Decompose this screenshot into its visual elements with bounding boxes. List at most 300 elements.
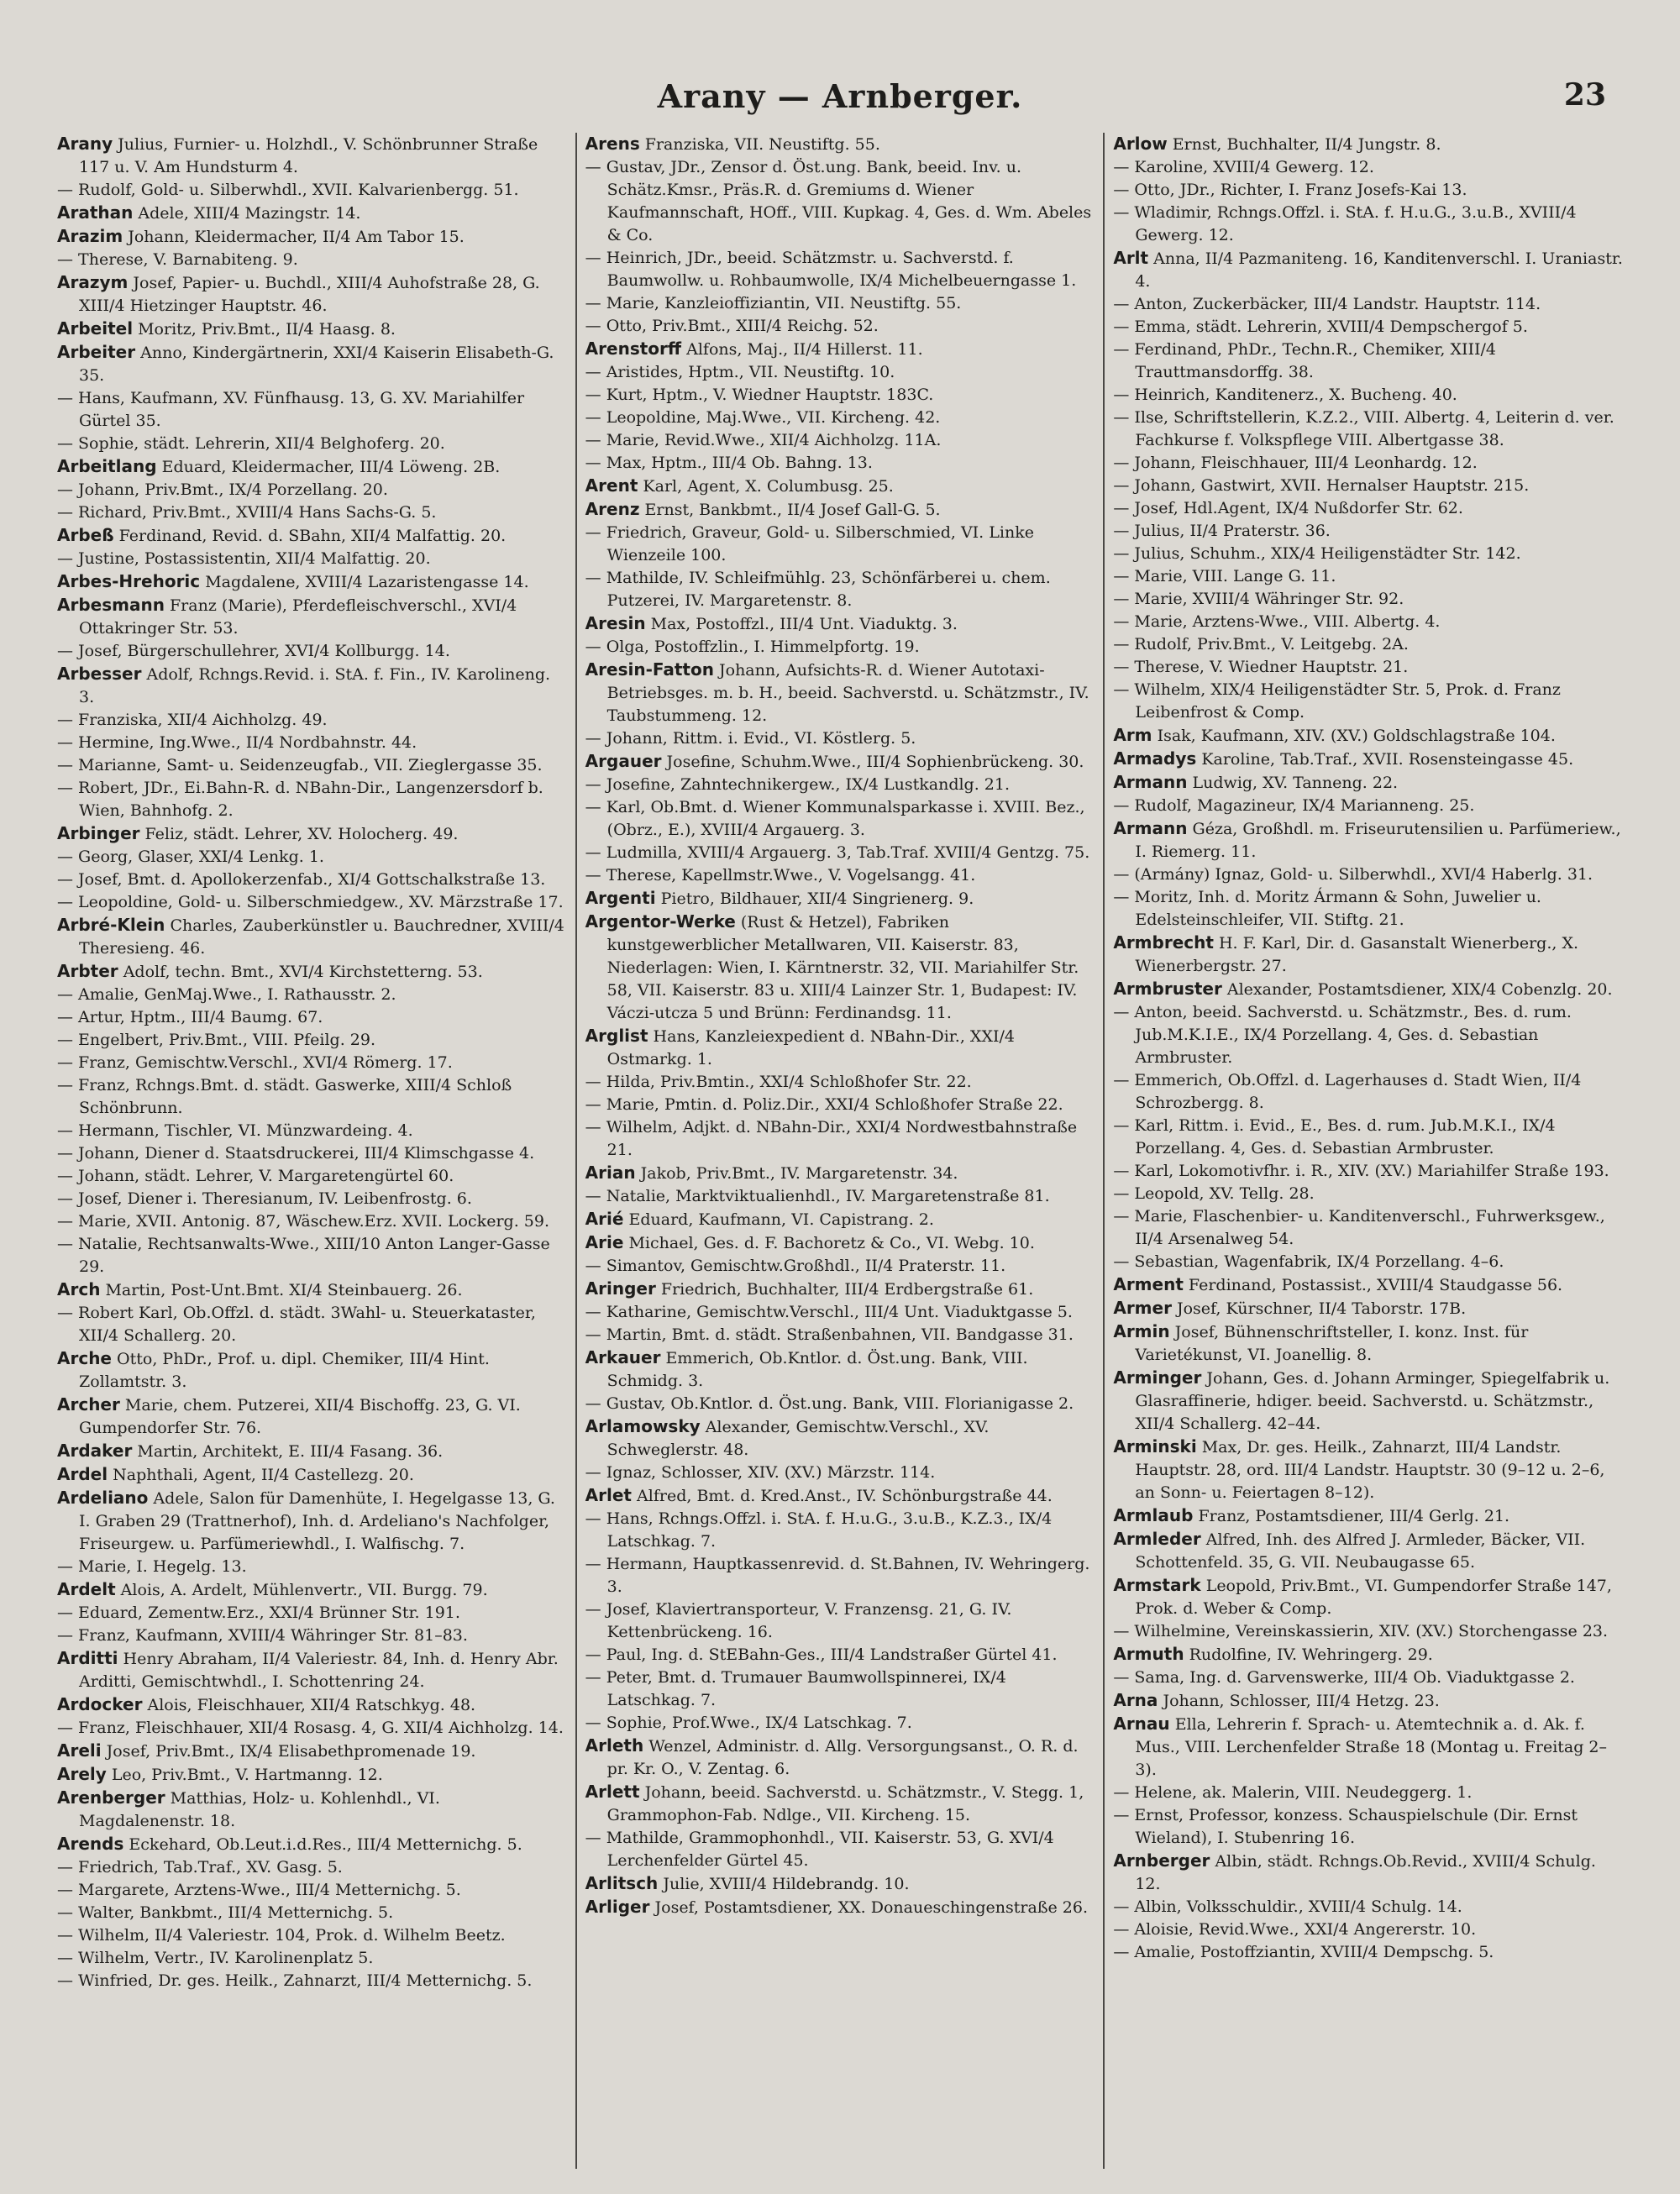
- entry-surname: Arditti: [57, 1648, 118, 1668]
- entry-surname: Armann: [1113, 818, 1188, 838]
- directory-entry: [1113, 316, 1623, 339]
- entry-details: Adele, XIII/4 Mazingstr. 14.: [133, 204, 361, 223]
- entry-details: Anno, Kindergärtnerin, XXI/4 Kaiserin Elisabeth-G. 35.: [79, 344, 554, 385]
- directory-entry: [585, 247, 1095, 292]
- directory-entry: [57, 777, 567, 822]
- entry-details: Alois, A. Ardelt, Mühlenvertr., VII. Burgg. 79.: [115, 1581, 488, 1599]
- entry-surname: Arazim: [57, 226, 123, 246]
- entry-details: — Marie, Revid.Wwe., XII/4 Aichholzg. 11A.: [585, 431, 942, 449]
- directory-entry: [1113, 179, 1623, 202]
- directory-entry: [1113, 679, 1623, 724]
- directory-entry: [585, 1231, 1095, 1255]
- directory-entry: [57, 822, 567, 846]
- entry-surname: Arely: [57, 1764, 107, 1784]
- entry-details: — Franz, Fleischhauer, XII/4 Rosasg. 4, G. XII/4 Aichholzg. 14.: [57, 1719, 564, 1737]
- entry-details: Wenzel, Administr. d. Allg. Versorgungsanst., O. R. d. pr. Kr. O., V. Zentag. 6.: [606, 1737, 1079, 1778]
- directory-entry: [1113, 452, 1623, 475]
- entry-surname: Arglist: [585, 1026, 648, 1046]
- entry-surname: Aresin: [585, 613, 646, 633]
- entry-details: Alfred, Bmt. d. Kred.Anst., IV. Schönburgstraße 44.: [632, 1487, 1053, 1505]
- directory-entry: [57, 960, 567, 984]
- entry-surname: Arenberger: [57, 1787, 165, 1808]
- directory-entry: [585, 338, 1095, 361]
- directory-entry: [57, 1787, 567, 1833]
- entry-details: Alfred, Inh. des Alfred J. Armleder, Bäcker, VII. Schottenfeld. 35, G. VII. Neubaugasse 65.: [1135, 1530, 1586, 1572]
- directory-entry: [585, 133, 1095, 156]
- entry-details: — Marie, Kanzleioffiziantin, VII. Neustiftg. 55.: [585, 294, 962, 312]
- entry-surname: Arbesmann: [57, 595, 165, 615]
- entry-details: Karl, Agent, X. Columbusg. 25.: [638, 477, 894, 496]
- directory-entry: [57, 1487, 567, 1556]
- entry-details: — Rudolf, Priv.Bmt., V. Leitgebg. 2A.: [1113, 635, 1409, 653]
- directory-entry: [57, 1902, 567, 1924]
- directory-entry: [57, 1556, 567, 1578]
- entry-surname: Arliger: [585, 1897, 650, 1917]
- entry-details: — Emmerich, Ob.Offzl. d. Lagerhauses d. Stadt Wien, II/4 Schrozbergg. 8.: [1113, 1071, 1582, 1112]
- entry-details: — Winfried, Dr. ges. Heilk., Zahnarzt, III/4 Metternichg. 5.: [57, 1971, 533, 1990]
- directory-entry: [57, 570, 567, 594]
- entry-details: — Aristides, Hptm., VII. Neustiftg. 10.: [585, 363, 895, 381]
- entry-surname: Armbrecht: [1113, 932, 1214, 953]
- directory-entry: [585, 1735, 1095, 1781]
- directory-entry: [1113, 1115, 1623, 1160]
- entry-details: H. F. Karl, Dir. d. Gasanstalt Wienerberg., X. Wienerbergstr. 27.: [1135, 934, 1579, 975]
- entry-details: — Wilhelm, II/4 Valeriestr. 104, Prok. d. Wilhelm Beetz.: [57, 1926, 506, 1945]
- directory-entry: [1113, 407, 1623, 452]
- entry-details: — (Armány) Ignaz, Gold- u. Silberwhdl., XVI/4 Haberlg. 31.: [1113, 865, 1593, 884]
- entry-details: — Margarete, Arztens-Wwe., III/4 Metternichg. 5.: [57, 1881, 461, 1899]
- entry-details: Magdalene, XVIII/4 Lazaristengasse 14.: [200, 573, 529, 591]
- directory-entry: [57, 1578, 567, 1602]
- entry-surname: Argauer: [585, 751, 662, 771]
- entry-details: — Johann, Gastwirt, XVII. Hernalser Hauptstr. 215.: [1113, 476, 1530, 495]
- entry-surname: Arian: [585, 1163, 636, 1183]
- entry-details: Friedrich, Buchhalter, III/4 Erdbergstraße 61.: [655, 1280, 1034, 1299]
- directory-entry: [585, 407, 1095, 429]
- entry-surname: Arbré-Klein: [57, 915, 165, 935]
- entry-surname: Arlitsch: [585, 1873, 659, 1893]
- directory-entry: [1113, 1666, 1623, 1689]
- entry-surname: Arie: [585, 1232, 624, 1252]
- directory-entry: [57, 318, 567, 341]
- directory-entry: [585, 1071, 1095, 1094]
- entry-details: — Natalie, Rechtsanwalts-Wwe., XIII/10 Anton Langer-Gasse 29.: [57, 1235, 550, 1276]
- entry-surname: Arlet: [585, 1485, 632, 1505]
- directory-entry: [585, 1025, 1095, 1071]
- entry-details: — Josef, Diener i. Theresianum, IV. Leibenfrostg. 6.: [57, 1189, 472, 1208]
- entry-details: — Marie, XVII. Antonig. 87, Wäschew.Erz. XVII. Lockerg. 59.: [57, 1212, 549, 1231]
- directory-entry: [57, 709, 567, 732]
- entry-details: — Wilhelm, Adjkt. d. NBahn-Dir., XXI/4 Nordwestbahnstraße 21.: [585, 1118, 1078, 1159]
- entry-details: Naphthali, Agent, II/4 Castellezg. 20.: [108, 1466, 414, 1484]
- directory-entry: [57, 732, 567, 754]
- directory-entry: [585, 1644, 1095, 1666]
- directory-entry: [1113, 1367, 1623, 1436]
- directory-entry: [585, 1508, 1095, 1553]
- directory-entry: [57, 1463, 567, 1487]
- entry-surname: Arlett: [585, 1782, 640, 1802]
- directory-entry: [1113, 795, 1623, 817]
- directory-entry: [1113, 656, 1623, 679]
- entry-details: — Engelbert, Priv.Bmt., VIII. Pfeilg. 29.: [57, 1031, 376, 1049]
- entry-surname: Arm: [1113, 725, 1152, 745]
- entry-details: — Sebastian, Wagenfabrik, IX/4 Porzellang. 4–6.: [1113, 1252, 1504, 1271]
- entry-details: — Otto, Priv.Bmt., XIII/4 Reichg. 52.: [585, 317, 879, 335]
- entry-details: Marie, chem. Putzerei, XII/4 Bischoffg. 23, G. VI. Gumpendorfer Str. 76.: [79, 1396, 521, 1437]
- column-3: [1103, 133, 1631, 2169]
- directory-entry: [57, 1210, 567, 1233]
- entry-surname: Arkauer: [585, 1347, 661, 1367]
- directory-entry: [585, 567, 1095, 612]
- directory-entry: [57, 133, 567, 179]
- entry-details: — Hilda, Priv.Bmtin., XXI/4 Schloßhofer Str. 22.: [585, 1073, 972, 1091]
- directory-entry: [57, 1394, 567, 1440]
- entry-details: — Amalie, GenMaj.Wwe., I. Rathausstr. 2.: [57, 985, 396, 1004]
- directory-entry: [585, 1598, 1095, 1644]
- entry-details: — Julius, Schuhm., XIX/4 Heiligenstädter Str. 142.: [1113, 544, 1521, 563]
- directory-entry: [1113, 1643, 1623, 1666]
- directory-entry: [57, 1074, 567, 1120]
- entry-surname: Armbruster: [1113, 979, 1222, 999]
- entry-details: — Johann, Priv.Bmt., IX/4 Porzellang. 20.: [57, 480, 388, 499]
- directory-entry: [1113, 748, 1623, 771]
- entry-surname: Arlamowsky: [585, 1416, 701, 1436]
- directory-entry: [1113, 978, 1623, 1001]
- directory-entry: [1113, 133, 1623, 156]
- directory-entry: [57, 1693, 567, 1717]
- entry-details: Ferdinand, Revid. d. SBahn, XII/4 Malfattig. 20.: [113, 527, 507, 545]
- entry-details: — Rudolf, Magazineur, IX/4 Marianneng. 25.: [1113, 796, 1475, 815]
- directory-entry: [57, 1717, 567, 1740]
- entry-details: — Hermine, Ing.Wwe., II/4 Nordbahnstr. 44.: [57, 733, 417, 752]
- directory-entry: [57, 1856, 567, 1879]
- directory-entry: [1113, 520, 1623, 543]
- directory-entry: [57, 846, 567, 869]
- entry-details: — Albin, Volksschuldir., XVIII/4 Schulg. 14.: [1113, 1897, 1462, 1916]
- entry-details: Ludwig, XV. Tanneng. 22.: [1187, 774, 1399, 792]
- entry-details: — Leopoldine, Gold- u. Silberschmiedgew., XV. Märzstraße 17.: [57, 893, 564, 911]
- entry-surname: Aresin-Fatton: [585, 659, 714, 680]
- entry-details: — Mathilde, IV. Schleifmühlg. 23, Schönfärberei u. chem. Putzerei, IV. Margaretenstr. 8.: [585, 569, 1051, 610]
- directory-entry: [1113, 1804, 1623, 1850]
- entry-details: — Hermann, Hauptkassenrevid. d. St.Bahnen, IV. Wehringerg. 3.: [585, 1555, 1090, 1596]
- directory-entry: [585, 156, 1095, 247]
- directory-entry: [57, 501, 567, 524]
- directory-entry: [1113, 932, 1623, 978]
- entry-details: (Rust & Hetzel), Fabriken kunstgewerblicher Metallwaren, VII. Kaiserstr. 83, Niederlagen: Wien, I. Kärntnerstr. 32, VII. Mariahilfer Str. 58, VII. Kaiserstr. 83 u. XIII/4 Lainzer Str. 1, Budapest: IV. Váczi-utcza 5 und Brünn: Ferdinandsg. 11.: [606, 913, 1079, 1022]
- directory-entry: [585, 361, 1095, 384]
- entry-details: — Marie, Arztens-Wwe., VIII. Albertg. 4.: [1113, 612, 1441, 631]
- entry-details: — Marie, XVIII/4 Währinger Str. 92.: [1113, 590, 1404, 608]
- directory-entry: [585, 612, 1095, 636]
- entry-details: — Julius, II/4 Praterstr. 36.: [1113, 522, 1331, 540]
- entry-details: Otto, PhDr., Prof. u. dipl. Chemiker, III/4 Hint. Zollamtstr. 3.: [79, 1350, 490, 1391]
- directory-entry: [57, 1142, 567, 1165]
- entry-details: — Wilhelm, Vertr., IV. Karolinenplatz 5.: [57, 1949, 374, 1967]
- directory-entry: [1113, 633, 1623, 656]
- directory-entry: [57, 1006, 567, 1029]
- entry-surname: Areli: [57, 1740, 102, 1761]
- entry-details: — Georg, Glaser, XXI/4 Lenkg. 1.: [57, 848, 324, 866]
- entry-surname: Arment: [1113, 1274, 1184, 1294]
- directory-entry: [57, 1970, 567, 1992]
- entry-surname: Armer: [1113, 1298, 1172, 1318]
- entry-details: Jakob, Priv.Bmt., IV. Margaretenstr. 34.: [635, 1164, 958, 1183]
- entry-details: — Martin, Bmt. d. städt. Straßenbahnen, VII. Bandgasse 31.: [585, 1325, 1074, 1344]
- entry-details: — Therese, Kapellmstr.Wwe., V. Vogelsangg. 41.: [585, 866, 976, 884]
- directory-entry: [57, 663, 567, 709]
- directory-entry: [585, 498, 1095, 522]
- entry-surname: Arnberger: [1113, 1850, 1210, 1871]
- entry-details: Julie, XVIII/4 Hildebrandg. 10.: [658, 1875, 910, 1893]
- entry-details: Alexander, Gemischtw.Verschl., XV. Schweglerstr. 48.: [606, 1418, 990, 1459]
- entry-details: — Anton, Zuckerbäcker, III/4 Landstr. Hauptstr. 114.: [1113, 295, 1541, 313]
- entry-details: Alfons, Maj., II/4 Hillerst. 11.: [681, 340, 923, 359]
- directory-entry: [1113, 1320, 1623, 1367]
- entry-details: Isak, Kaufmann, XIV. (XV.) Goldschlagstraße 104.: [1152, 727, 1556, 745]
- directory-entry: [57, 225, 567, 249]
- entry-details: — Friedrich, Graveur, Gold- u. Silberschmied, VI. Linke Wienzeile 100.: [585, 523, 1034, 564]
- entry-details: — Ferdinand, PhDr., Techn.R., Chemiker, XIII/4 Trauttmansdorffg. 38.: [1113, 340, 1497, 381]
- entry-details: Hans, Kanzleiexpedient d. NBahn-Dir., XXI/4 Ostmarkg. 1.: [606, 1027, 1015, 1068]
- entry-surname: Arbeitlang: [57, 456, 157, 476]
- directory-entry: [585, 864, 1095, 887]
- entry-details: — Josef, Hdl.Agent, IX/4 Nußdorfer Str. 62.: [1113, 499, 1463, 517]
- entry-details: — Sophie, städt. Lehrerin, XII/4 Belghoferg. 20.: [57, 434, 445, 453]
- directory-entry: [1113, 384, 1623, 407]
- entry-details: Johann, beeid. Sachverstd. u. Schätzmstr., V. Stegg. 1, Grammophon-Fab. Ndlge., VII. Kircheng. 15.: [606, 1783, 1084, 1824]
- entry-details: — Franz, Rchngs.Bmt. d. städt. Gaswerke, XIII/4 Schloß Schönbrunn.: [57, 1076, 512, 1117]
- entry-surname: Arbinger: [57, 823, 140, 843]
- entry-details: — Moritz, Inh. d. Moritz Ármann & Sohn, Juwelier u. Edelsteinschleifer, VII. Stiftg. 21.: [1113, 888, 1541, 929]
- entry-surname: Arazym: [57, 272, 129, 292]
- directory-entry: [585, 1185, 1095, 1208]
- directory-entry: [1113, 1620, 1623, 1643]
- entry-surname: Archer: [57, 1394, 120, 1415]
- entry-details: Josef, Bühnenschriftsteller, I. konz. Inst. für Varietékunst, VI. Joanellig. 8.: [1135, 1323, 1529, 1364]
- entry-details: — Gustav, Ob.Kntlor. d. Öst.ung. Bank, VIII. Florianigasse 2.: [585, 1394, 1074, 1413]
- directory-entry: [1113, 588, 1623, 611]
- entry-surname: Arathan: [57, 202, 134, 223]
- entry-details: Emmerich, Ob.Kntlor. d. Öst.ung. Bank, VIII. Schmidg. 3.: [606, 1349, 1028, 1390]
- entry-details: — Helene, ak. Malerin, VIII. Neudeggerg. 1.: [1113, 1783, 1473, 1802]
- entry-details: — Paul, Ing. d. StEBahn-Ges., III/4 Landstraßer Gürtel 41.: [585, 1646, 1058, 1664]
- directory-entry: [1113, 543, 1623, 565]
- entry-details: Alexander, Postamtsdiener, XIX/4 Cobenzlg. 20.: [1221, 980, 1613, 999]
- entry-details: Adolf, Rchngs.Revid. i. StA. f. Fin., IV. Karolineng. 3.: [79, 665, 551, 706]
- entry-details: — Ernst, Professor, konzess. Schauspielschule (Dir. Ernst Wieland), I. Stubenring 16.: [1113, 1806, 1578, 1847]
- entry-details: — Simantov, Gemischtw.Großhdl., II/4 Praterstr. 11.: [585, 1257, 1006, 1275]
- directory-entry: [585, 750, 1095, 774]
- entry-details: Alois, Fleischhauer, XII/4 Ratschkyg. 48.: [142, 1696, 476, 1714]
- directory-entry: [1113, 247, 1623, 293]
- entry-details: Ernst, Bankbmt., II/4 Josef Gall-G. 5.: [639, 501, 941, 519]
- directory-entry: [585, 1393, 1095, 1415]
- directory-entry: [57, 1440, 567, 1463]
- directory-entry: [57, 914, 567, 960]
- directory-entry: [1113, 1713, 1623, 1782]
- entry-surname: Ardocker: [57, 1694, 143, 1714]
- entry-surname: Arbeitel: [57, 318, 134, 339]
- entry-details: — Richard, Priv.Bmt., XVIII/4 Hans Sachs-G. 5.: [57, 503, 437, 522]
- directory-entry: [1113, 886, 1623, 932]
- directory-entry: [585, 1278, 1095, 1301]
- directory-entry: [57, 202, 567, 225]
- entry-details: — Amalie, Postoffziantin, XVIII/4 Dempschg. 5.: [1113, 1943, 1494, 1961]
- entry-details: Henry Abraham, II/4 Valeriestr. 84, Inh. d. Henry Abr. Arditti, Gemischtwhdl., I. Schottenring 24.: [79, 1650, 559, 1691]
- entry-details: Ella, Lehrerin f. Sprach- u. Atemtechnik a. d. Ak. f. Mus., VIII. Lerchenfelder Straße 18 (Montag u. Freitag 2–3).: [1135, 1715, 1608, 1779]
- directory-entry: [585, 1553, 1095, 1598]
- directory-entry: [585, 911, 1095, 1025]
- entry-details: — Franziska, XII/4 Aichholzg. 49.: [57, 711, 328, 729]
- entry-details: — Sophie, Prof.Wwe., IX/4 Latschkag. 7.: [585, 1714, 912, 1732]
- entry-surname: Arna: [1113, 1690, 1158, 1710]
- entry-details: Karoline, Tab.Traf., XVII. Rosensteingasse 45.: [1196, 750, 1574, 769]
- directory-entry: [57, 1879, 567, 1902]
- entry-details: Ernst, Buchhalter, II/4 Jungstr. 8.: [1167, 135, 1441, 154]
- entry-details: Michael, Ges. d. F. Bachoretz & Co., VI. Webg. 10.: [623, 1234, 1035, 1252]
- directory-entry: [57, 1647, 567, 1693]
- entry-surname: Arbeiter: [57, 342, 136, 362]
- directory-entry: [1113, 1205, 1623, 1251]
- directory-entry: [1113, 1297, 1623, 1320]
- directory-entry: [585, 452, 1095, 475]
- entry-surname: Armuth: [1113, 1644, 1184, 1664]
- directory-entry: [585, 315, 1095, 338]
- directory-entry: [1113, 817, 1623, 863]
- directory-entry: [57, 1740, 567, 1763]
- entry-surname: Arbeß: [57, 525, 114, 545]
- directory-entry: [57, 594, 567, 640]
- entry-details: — Johann, Fleischhauer, III/4 Leonhardg. 12.: [1113, 454, 1478, 472]
- entry-surname: Arent: [585, 475, 638, 496]
- entry-surname: Armleder: [1113, 1529, 1201, 1549]
- directory-entry: [1113, 1069, 1623, 1115]
- entry-surname: Arch: [57, 1279, 101, 1299]
- directory-entry: [585, 1415, 1095, 1462]
- entry-details: Johann, Ges. d. Johann Arminger, Spiegelfabrik u. Glasraffinerie, hdiger. beeid. Sachverstd. u. Schätzmstr., XII/4 Schallerg. 42–44.: [1135, 1369, 1610, 1433]
- directory-entry: [585, 1712, 1095, 1735]
- entry-surname: Arnau: [1113, 1714, 1170, 1734]
- entry-details: — Therese, V. Wiedner Hauptstr. 21.: [1113, 658, 1409, 676]
- column-2: [575, 133, 1104, 2169]
- directory-entry: [57, 479, 567, 501]
- directory-entry: [585, 774, 1095, 796]
- directory-entry: [585, 842, 1095, 864]
- directory-entry: [585, 1827, 1095, 1872]
- directory-entry: [585, 1346, 1095, 1393]
- entry-details: — Natalie, Marktviktualienhdl., IV. Margaretenstraße 81.: [585, 1187, 1050, 1205]
- entry-details: — Karl, Lokomotivfhr. i. R., XIV. (XV.) Mariahilfer Straße 193.: [1113, 1162, 1609, 1180]
- entry-surname: Ardeliano: [57, 1488, 149, 1508]
- entry-details: — Johann, städt. Lehrer, V. Margaretengürtel 60.: [57, 1167, 454, 1185]
- entry-details: — Johann, Rittm. i. Evid., VI. Köstlerg. 5.: [585, 729, 916, 748]
- entry-details: Johann, Aufsichts-R. d. Wiener Autotaxi-Betriebsges. m. b. H., beeid. Sachverstd. u. Schätzmstr., IV. Taubstummeng. 12.: [606, 661, 1089, 725]
- entry-surname: Arbes-Hrehoric: [57, 571, 201, 591]
- entry-details: Ferdinand, Postassist., XVIII/4 Staudgasse 56.: [1183, 1276, 1563, 1294]
- entry-details: — Max, Hptm., III/4 Ob. Bahng. 13.: [585, 454, 873, 472]
- directory-entry: [57, 1347, 567, 1394]
- directory-entry: [57, 1233, 567, 1278]
- entry-details: — Ludmilla, XVIII/4 Argauerg. 3, Tab.Traf. XVIII/4 Gentzg. 75.: [585, 843, 1090, 862]
- entry-details: — Aloisie, Revid.Wwe., XXI/4 Angererstr. 10.: [1113, 1920, 1477, 1939]
- directory-entry: [1113, 724, 1623, 748]
- entry-details: Franz, Postamtsdiener, III/4 Gerlg. 21.: [1193, 1507, 1510, 1525]
- entry-surname: Ardelt: [57, 1579, 116, 1599]
- directory-entry: [57, 891, 567, 914]
- entry-details: — Marie, VIII. Lange G. 11.: [1113, 567, 1336, 585]
- entry-details: — Eduard, Zementw.Erz., XXI/4 Brünner Str. 191.: [57, 1604, 460, 1622]
- entry-surname: Argenti: [585, 888, 656, 908]
- directory-entry: [57, 341, 567, 387]
- entry-details: — Josef, Klaviertransporteur, V. Franzensg. 21, G. IV. Kettenbrückeng. 16.: [585, 1600, 1012, 1641]
- entry-surname: Aringer: [585, 1278, 656, 1299]
- directory-entry: [585, 727, 1095, 750]
- directory-entry: [585, 636, 1095, 659]
- entry-details: — Olga, Postoffzlin., I. Himmelpfortg. 19.: [585, 638, 920, 656]
- entry-surname: Armadys: [1113, 748, 1197, 769]
- entry-details: — Mathilde, Grammophonhdl., VII. Kaiserstr. 53, G. XVI/4 Lerchenfelder Gürtel 45.: [585, 1829, 1054, 1870]
- entry-details: — Anton, beeid. Sachverstd. u. Schätzmstr., Bes. d. rum. Jub.M.K.I.E., IX/4 Porzellang. 4, Ges. d. Sebastian Armbruster.: [1113, 1003, 1572, 1067]
- entry-surname: Arbter: [57, 961, 118, 981]
- directory-entry: [1113, 1528, 1623, 1574]
- entry-details: Géza, Großhdl. m. Friseurutensilien u. Parfümeriew., I. Riemerg. 11.: [1135, 820, 1621, 861]
- page-number: 23: [1563, 77, 1606, 113]
- entry-surname: Arlt: [1113, 248, 1149, 268]
- entry-details: Josefine, Schuhm.Wwe., III/4 Sophienbrückeng. 30.: [661, 753, 1084, 771]
- directory-entry: [1113, 1001, 1623, 1069]
- directory-entry: [57, 455, 567, 479]
- directory-entry: [1113, 1251, 1623, 1273]
- entry-details: Feliz, städt. Lehrer, XV. Holocherg. 49.: [139, 825, 459, 843]
- directory-entry: [57, 1924, 567, 1947]
- directory-entry: [585, 1462, 1095, 1484]
- entry-details: — Hans, Rchngs.Offzl. i. StA. f. H.u.G., 3.u.B., K.Z.3., IX/4 Latschkag. 7.: [585, 1509, 1053, 1551]
- directory-entry: [1113, 1504, 1623, 1528]
- directory-entry: [57, 1625, 567, 1647]
- entry-details: Moritz, Priv.Bmt., II/4 Haasg. 8.: [133, 320, 396, 339]
- entry-details: — Justine, Postassistentin, XII/4 Malfattig. 20.: [57, 549, 431, 568]
- entry-details: Franz (Marie), Pferdefleischverschl., XVI/4 Ottakringer Str. 53.: [79, 596, 517, 638]
- directory-entry: [1113, 1918, 1623, 1941]
- entry-surname: Arens: [585, 134, 640, 154]
- directory-entry: [585, 887, 1095, 911]
- directory-entry: [1113, 611, 1623, 633]
- directory-entry: [57, 1165, 567, 1188]
- entry-details: Adele, Salon für Damenhüte, I. Hegelgasse 13, G. I. Graben 29 (Trattnerhof), Inh. d. Ardeliano's Nachfolger, Friseurgew. u. Parfümeriewhdl., I. Walfischg. 7.: [79, 1489, 555, 1553]
- entry-details: Leopold, Priv.Bmt., VI. Gumpendorfer Straße 147, Prok. d. Weber & Comp.: [1135, 1577, 1612, 1618]
- directory-entry: [57, 754, 567, 777]
- directory-entry: [585, 292, 1095, 315]
- entry-details: Charles, Zauberkünstler u. Bauchredner, XVIII/4 Theresieng. 46.: [79, 916, 564, 958]
- entry-details: — Artur, Hptm., III/4 Baumg. 67.: [57, 1008, 323, 1026]
- entry-surname: Arends: [57, 1834, 124, 1854]
- directory-entry: [585, 796, 1095, 842]
- directory-entry: [57, 1052, 567, 1074]
- entry-surname: Ardel: [57, 1464, 108, 1484]
- entry-details: — Sama, Ing. d. Garvenswerke, III/4 Ob. Viaduktgasse 2.: [1113, 1668, 1575, 1687]
- entry-details: Martin, Architekt, E. III/4 Fasang. 36.: [132, 1442, 444, 1461]
- directory-entry: [585, 1301, 1095, 1324]
- directory-entry: [585, 475, 1095, 498]
- entry-surname: Armlaub: [1113, 1505, 1194, 1525]
- entry-details: Eduard, Kaufmann, VI. Capistrang. 2.: [623, 1210, 934, 1229]
- directory-entry: [1113, 1941, 1623, 1964]
- entry-details: Josef, Priv.Bmt., IX/4 Elisabethpromenade 19.: [101, 1742, 476, 1761]
- directory-entry: [1113, 771, 1623, 795]
- entry-details: — Emma, städt. Lehrerin, XVIII/4 Dempschergof 5.: [1113, 318, 1528, 336]
- directory-entry: [1113, 1782, 1623, 1804]
